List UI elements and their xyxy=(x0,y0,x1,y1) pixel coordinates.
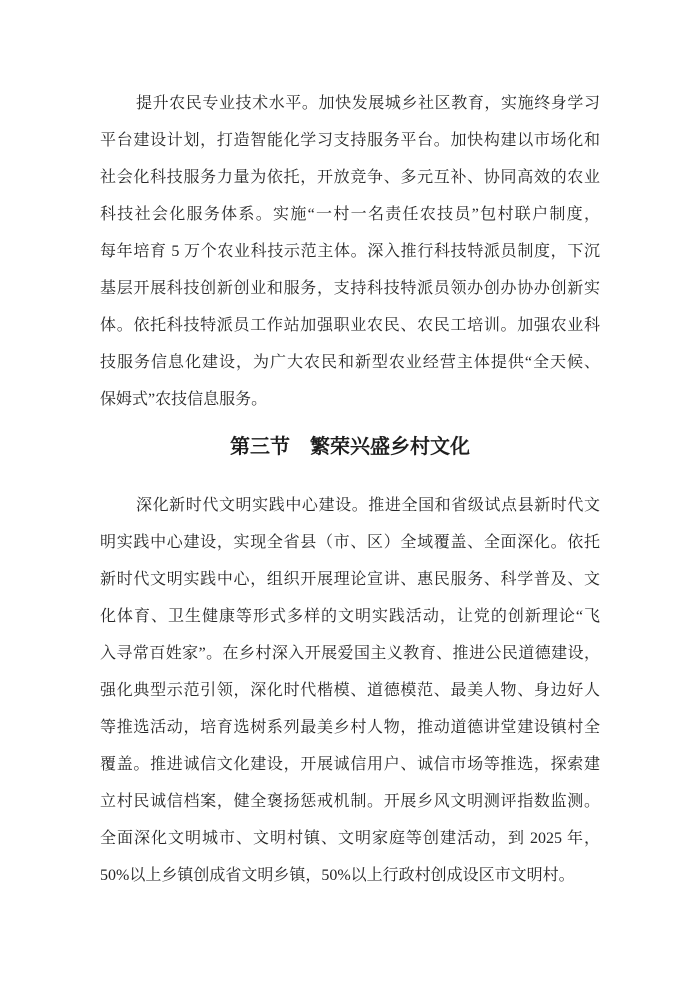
text-line: 体。依托科技特派员工作站加强职业农民、农民工培训。加强农业科 xyxy=(100,317,600,334)
text-line: 保姆式”农技信息服务。 xyxy=(100,391,268,408)
paragraph-agri-tech-services xyxy=(100,85,600,418)
text-line: 全面深化文明城市、文明村镇、文明家庭等创建活动，到 2025 年， xyxy=(100,830,600,847)
text-line: 新时代文明实践中心，组织开展理论宣讲、惠民服务、科学普及、文 xyxy=(100,571,600,588)
section-heading: 第三节 繁荣兴盛乡村文化 xyxy=(230,436,470,458)
paragraph-rural-culture xyxy=(100,487,600,894)
page-content xyxy=(100,85,600,894)
text-line: 化体育、卫生健康等形式多样的文明实践活动，让党的创新理论“飞 xyxy=(100,608,600,625)
text-line: 等推选活动，培育选树系列最美乡村人物，推动道德讲堂建设镇村全 xyxy=(100,719,600,736)
text-line: 基层开展科技创新创业和服务，支持科技特派员领办创办协办创新实 xyxy=(100,280,600,297)
text-line: 覆盖。推进诚信文化建设，开展诚信用户、诚信市场等推选，探索建 xyxy=(100,756,600,773)
text-line: 入寻常百姓家”。在乡村深入开展爱国主义教育、推进公民道德建设， xyxy=(100,645,600,662)
text-line: 明实践中心建设，实现全省县（市、区）全域覆盖、全面深化。依托 xyxy=(100,534,600,551)
text-line: 立村民诚信档案，健全褒扬惩戒机制。开展乡风文明测评指数监测。 xyxy=(100,793,600,810)
text-line: 科技社会化服务体系。实施“一村一名责任农技员”包村联户制度， xyxy=(100,206,600,223)
text-line: 平台建设计划，打造智能化学习支持服务平台。加快构建以市场化和 xyxy=(100,132,600,149)
text-line: 强化典型示范引领，深化时代楷模、道德模范、最美人物、身边好人 xyxy=(100,682,600,699)
text-line: 50%以上乡镇创成省文明乡镇，50%以上行政村创成设区市文明村。 xyxy=(100,867,575,884)
text-line: 每年培育 5 万个农业科技示范主体。深入推行科技特派员制度，下沉 xyxy=(100,243,600,260)
text-line: 提升农民专业技术水平。加快发展城乡社区教育，实施终身学习 xyxy=(136,95,600,112)
text-line: 社会化科技服务力量为依托，开放竞争、多元互补、协同高效的农业 xyxy=(100,169,600,186)
text-line: 技服务信息化建设，为广大农民和新型农业经营主体提供“全天候、 xyxy=(100,354,600,371)
text-line: 深化新时代文明实践中心建设。推进全国和省级试点县新时代文 xyxy=(136,497,600,514)
